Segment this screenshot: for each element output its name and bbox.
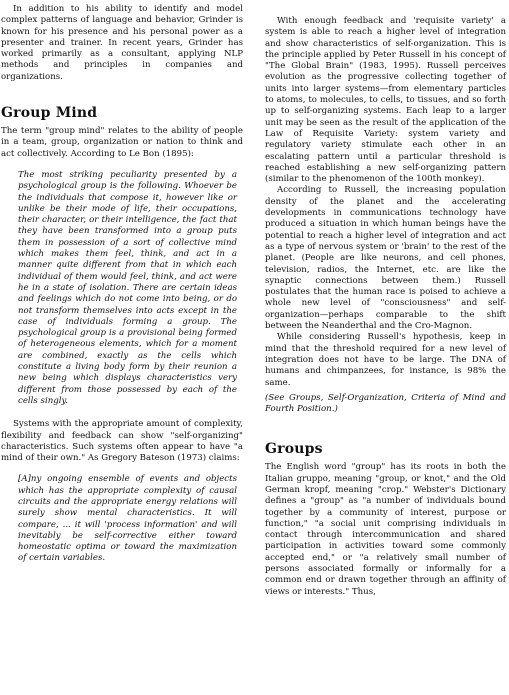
left-column (1, 4, 243, 577)
see-also-note: (See Groups, Self-Organization, Criteria of Mind and Fourth Position.) (265, 392, 506, 415)
section-heading-group-mind: Group Mind (1, 105, 98, 122)
russell-paragraph-1: With enough feedback and 'requisite variety' a system is able to reach a higher level of integration and show characteristics of self-organization. This is the principle applied by Peter Russell in his concept of "The Global Brain" (1983, 1995). Russell perceives evolution as the progressive collecting together of units into larger systems—from elementary particles to atoms, to molecules, to cells, to tissues, and so forth up to self-organizing systems. Each leap to a larger unit may be seen as the result of the application of the Law of Requisite Variety: system variety and regulatory variety stimulate each other in an escalating pattern until a particular threshold is reached establishing a new self-organizing pattern (similar to the phenomenon of the 100th monkey). (265, 16, 506, 185)
bateson-quote: [A]ny ongoing ensemble of events and objects which has the appropriate complexity of causal circuits and the appropriate energy relations will surely show mental characteristics. It will compare, ... it will 'process information' and will inevitably be self-corrective either toward homeostatic optima or toward the maximization of certain variables. (18, 474, 237, 564)
systems-paragraph: Systems with the appropriate amount of complexity, flexibility and feedback can show "self-organizing" characteristics. Such systems often appear to have "a mind of their own." As Gregory Bateson (1973) claims: (1, 419, 243, 464)
section-heading-groups: Groups (265, 441, 323, 458)
russell-paragraph-3: While considering Russell's hypothesis, keep in mind that the threshold required for a new level of integration does not have to be large. The DNA of humans and chimpanzees, for instance, is 98% the same. (265, 332, 506, 388)
le-bon-quote: The most striking peculiarity presented by a psychological group is the following. Whoever be the individuals that compose it, however like or unlike be their mode of life, their occupations, their character, or their intelligence, the fact that they have been transformed into a group puts them in possession of a sort of collective mind which makes them feel, think, and act in a manner quite different from that in which each individual of them would feel, think, and act were he in a state of isolation. There are certain ideas and feelings which do not come into being, or do not transform themselves into acts except in the case of individuals forming a group. The psychological group is a provisional being formed of heterogeneous elements, which for a moment are combined, exactly as the cells which constitute a living body form by their reunion a new being which displays characteristics very different from those possessed by each of the cells singly. (18, 169, 237, 406)
intro-paragraph: In addition to his ability to identify and model complex patterns of language and behavior, Grinder is known for his presence and his personal power as a presenter and trainer. In recent years, Grinder has worked primarily as a consultant, applying NLP methods and principles in companies and organizations. (1, 4, 243, 82)
group-mind-definition: The term "group mind" relates to the ability of people in a team, group, organization or nation to think and act collectively. According to Le Bon (1895): (1, 126, 243, 159)
groups-paragraph: The English word "group" has its roots in both the Italian gruppo, meaning "group, or knot," and the Old German kropf, meaning "crop." Webster's Dictionary defines a "group" as "a number of individuals bound together by a community of interest, purpose or function," "a social unit comprising individuals in contact through intercommunication and shared participation in activities toward some commonly accepted end," or "a relatively small number of persons associated formally or informally for a common end or drawn together through an affinity of views or interests." Thus, (265, 462, 506, 597)
russell-paragraph-2: According to Russell, the increasing population density of the planet and the accelerating developments in communications technology have produced a situation in which human beings have the potential to reach a higher level of integration and act as a type of nervous system or 'brain' to the rest of the planet. (People are like neurons, and cell phones, television, radios, the Internet, etc. are like the synaptic connections between them.) Russell postulates that the human race is poised to achieve a whole new level of "consciousness" and self-organization—perhaps comparable to the shift between the Neanderthal and the Cro-Magnon. (265, 185, 506, 332)
right-column (265, 4, 506, 598)
